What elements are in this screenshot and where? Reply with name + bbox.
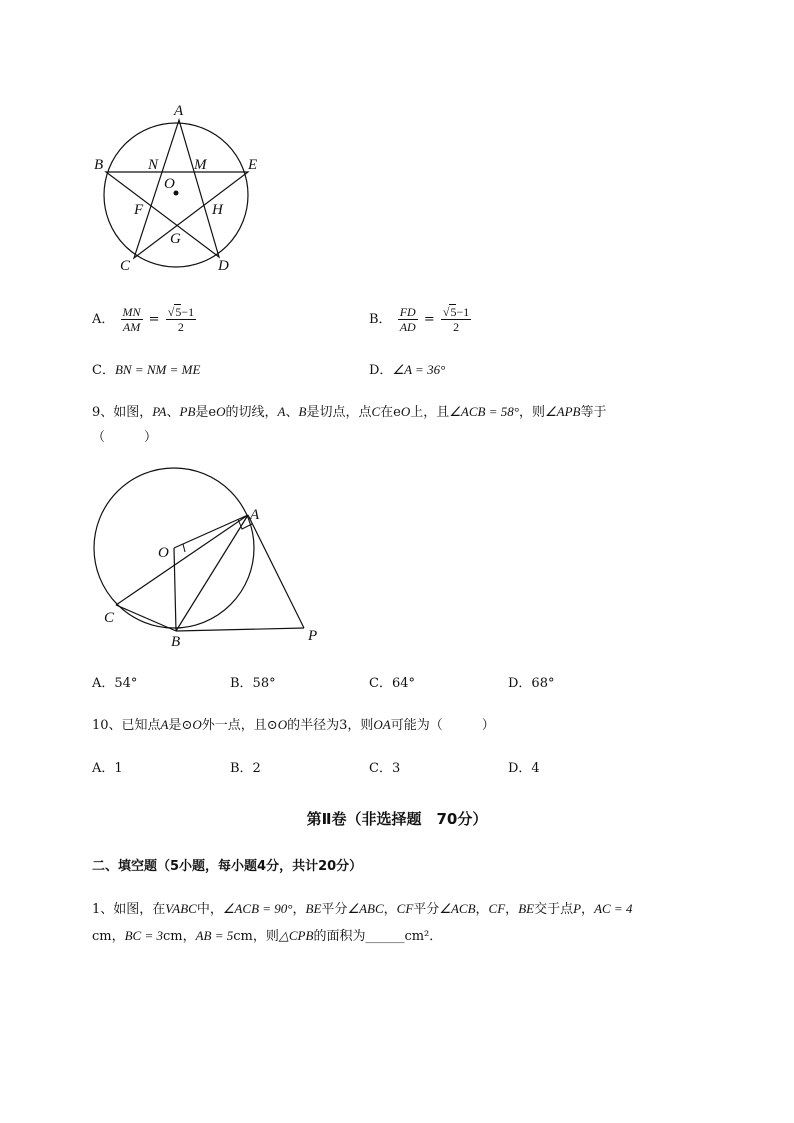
label-H: H [212,202,223,218]
option-prefix: D． [369,363,393,378]
fill1-line2: cm，BC = 3cm，AB = 5cm，则△CPB的面积为______cm²． [92,928,443,944]
label-N: N [148,157,159,173]
label-P: P [308,628,318,644]
line-ca [116,515,248,605]
label-D: D [218,258,229,274]
q9-option-d[interactable]: D．68° [508,676,555,691]
q9-stem-line2: （ ） [92,430,158,445]
q10-option-d[interactable]: D．4 [508,761,540,776]
label-A: A [250,507,260,523]
option-prefix: A． [92,312,115,327]
label-B: B [171,634,181,650]
line-ba [176,515,248,631]
q9-option-b[interactable]: B．58° [230,676,276,691]
line-ap [248,515,304,628]
label-C: C [120,258,131,274]
line-bp [176,628,304,631]
q10-option-a[interactable]: A．1 [92,761,123,776]
line-ob [174,548,176,631]
fraction-rhs: $\frac{√5-1}{2}$ [442,305,470,334]
equals-sign: = [423,312,435,327]
q10-option-b[interactable]: B．2 [230,761,261,776]
line-oa [174,515,248,548]
label-B: B [94,157,104,173]
q10-option-c[interactable]: C．3 [369,761,401,776]
part2-title: 第Ⅱ卷（非选择题 70分） [306,810,488,828]
pentagram-figure [88,100,268,278]
label-O: O [158,545,169,561]
q8-option-c[interactable] [92,361,200,380]
fill1-line1: 1、如图，在VABC中，∠ACB = 90°，BE平分∠ABC，CF平分∠ACB，CF，BE交于点P，AC = 4 [92,901,633,917]
q9-stem-line1: 9、如图，PA、PB是eO的切线，A、B是切点，点C在eO上，且∠ACB = 58°，则∠APB等于 [92,404,607,420]
angle-mark [183,544,185,552]
fraction-rhs: $\frac{√5-1}{2}$ [167,305,195,334]
label-G: G [170,231,181,247]
q8-option-d[interactable] [369,361,445,380]
q8-option-b[interactable] [369,305,473,334]
equals-sign: = [148,312,160,327]
tangent-figure [88,462,328,652]
label-E: E [248,157,258,173]
q10-stem: 10、已知点A是⊙O外一点，且⊙O的半径为3，则OA可能为（ ） [92,717,495,733]
answer-blank[interactable]: ______ [365,929,405,944]
label-C: C [104,610,115,626]
label-O: O [164,176,175,192]
q9-option-a[interactable]: A．54° [92,676,138,691]
label-M: M [194,157,207,173]
section-heading: 二、填空题（5小题，每小题4分，共计20分） [92,859,363,874]
q8-option-a[interactable] [92,305,198,334]
line-cb [116,605,176,631]
option-expression: ∠A = 36° [392,362,446,377]
fraction-lhs: $\frac{MN}{AM}$ [122,305,141,334]
option-prefix: B． [369,312,392,327]
label-A: A [174,103,184,119]
option-prefix: C． [92,363,115,378]
q9-option-c[interactable]: C．64° [369,676,415,691]
label-F: F [134,202,144,218]
option-expression: BN = NM = ME [114,362,201,377]
fraction-lhs: $\frac{FD}{AD}$ [399,305,416,334]
